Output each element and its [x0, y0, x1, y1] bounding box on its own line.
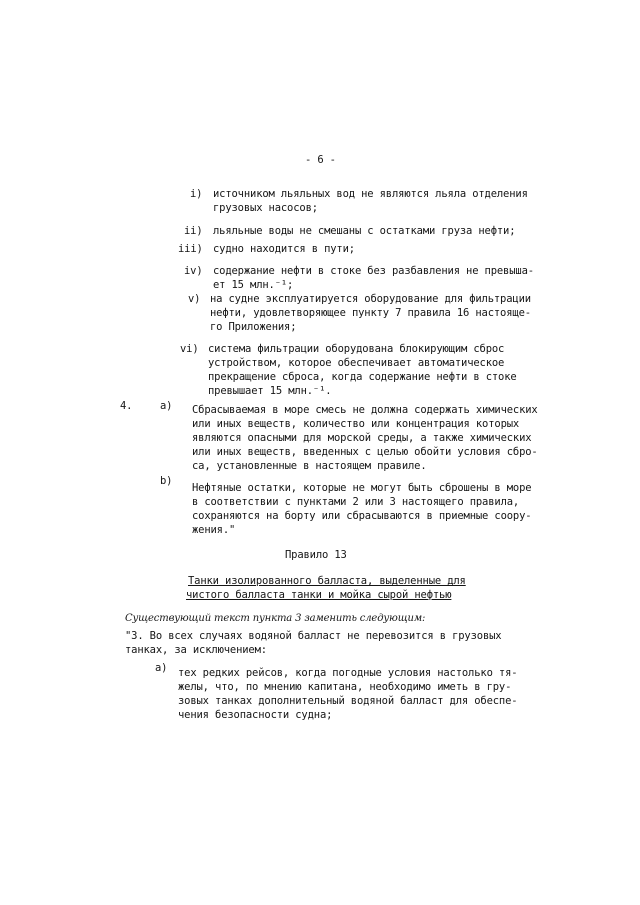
list-marker: b): [160, 475, 173, 487]
paragraph-text: тех редких рейсов, когда погодные условия настолько тя-: [178, 667, 518, 679]
paragraph-text: или иных веществ, введенных с целью обойти условия сбро-: [192, 446, 538, 458]
paragraph-text: являются опасными для морской среды, а также химических: [192, 432, 532, 444]
list-item-text: содержание нефти в стоке без разбавления не превыша-: [213, 265, 534, 277]
regulation-title: Правило 13: [285, 549, 347, 561]
list-item-text: источником льяльных вод не являются льяла отделения: [213, 188, 528, 200]
paragraph-text: чения безопасности судна;: [178, 709, 333, 721]
regulation-heading: чистого балласта танки и мойка сырой нефтью: [186, 589, 452, 601]
list-marker: iv): [184, 265, 203, 277]
page-number: - 6 -: [305, 154, 336, 166]
list-item-text: го Приложения;: [210, 321, 297, 333]
list-item-text: льяльные воды не смешаны с остатками груза нефти;: [213, 225, 516, 237]
amendment-note: Существующий текст пункта 3 заменить следующим:: [125, 613, 426, 624]
list-marker: v): [188, 293, 201, 305]
list-marker: ii): [184, 225, 203, 237]
paragraph-text: танках, за исключением:: [125, 644, 267, 656]
paragraph-text: зовых танках дополнительный водяной балласт для обеспе-: [178, 695, 518, 707]
paragraph-text: жения.": [192, 524, 236, 536]
list-marker: vi): [180, 343, 199, 355]
paragraph-text: в соответствии с пунктами 2 или 3 настоящего правила,: [192, 496, 520, 508]
paragraph-text: Сбрасываемая в море смесь не должна содержать химических: [192, 404, 538, 416]
list-item-text: система фильтрации оборудована блокирующим сброс: [208, 343, 505, 355]
paragraph-text: са, установленные в настоящем правиле.: [192, 460, 427, 472]
list-item-text: превышает 15 млн.⁻¹.: [208, 385, 332, 397]
list-item-text: судно находится в пути;: [213, 243, 355, 255]
list-marker: i): [190, 188, 203, 200]
paragraph-text: или иных веществ, количество или концентрация которых: [192, 418, 520, 430]
list-marker: iii): [178, 243, 203, 255]
paragraph-text: сохраняются на борту или сбрасываются в приемные соору-: [192, 510, 532, 522]
list-marker: a): [155, 662, 168, 674]
list-marker: a): [160, 400, 173, 412]
list-item-text: устройством, которое обеспечивает автоматическое: [208, 357, 505, 369]
list-item-text: грузовых насосов;: [213, 202, 318, 214]
paragraph-text: "3. Во всех случаях водяной балласт не перевозится в грузовых: [125, 630, 502, 642]
paragraph-text: желы, что, по мнению капитана, необходимо иметь в гру-: [178, 681, 512, 693]
list-item-text: нефти, удовлетворяющее пункту 7 правила 16 настояще-: [210, 307, 531, 319]
paragraph-number: 4.: [120, 400, 133, 412]
list-item-text: ет 15 млн.⁻¹;: [213, 279, 294, 291]
regulation-heading: Танки изолированного балласта, выделенные для: [188, 575, 466, 587]
list-item-text: прекращение сброса, когда содержание нефти в стоке: [208, 371, 517, 383]
paragraph-text: Нефтяные остатки, которые не могут быть сброшены в море: [192, 482, 532, 494]
list-item-text: на судне эксплуатируется оборудование для фильтрации: [210, 293, 531, 305]
